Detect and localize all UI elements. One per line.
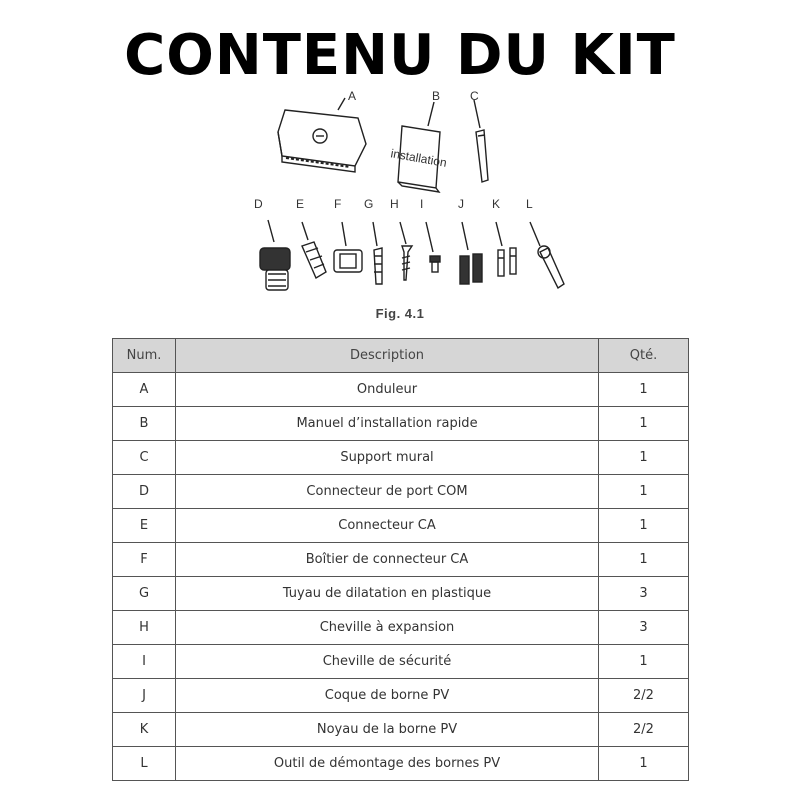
row-qty: 3 (599, 577, 689, 611)
kit-illustration (230, 88, 590, 298)
row-num: E (113, 509, 176, 543)
table-row (113, 679, 689, 713)
part-label-l: L (526, 197, 533, 211)
row-description: Cheville à expansion (176, 611, 599, 645)
kit-contents-table (112, 338, 689, 781)
expansion-screw-icon (402, 246, 412, 280)
header-num: Num. (113, 339, 176, 373)
header-description: Description (176, 339, 599, 373)
pv-terminal-core-icon (498, 248, 516, 276)
row-qty: 1 (599, 441, 689, 475)
row-description: Coque de borne PV (176, 679, 599, 713)
table-row (113, 747, 689, 781)
row-num: D (113, 475, 176, 509)
row-description: Support mural (176, 441, 599, 475)
part-label-j: J (458, 197, 464, 211)
part-label-g: G (364, 197, 374, 211)
part-label-c: C (470, 89, 479, 103)
table-row (113, 645, 689, 679)
part-label-b: B (432, 89, 441, 103)
table-row (113, 577, 689, 611)
table-row (113, 509, 689, 543)
row-qty: 3 (599, 611, 689, 645)
row-description: Connecteur CA (176, 509, 599, 543)
row-description: Noyau de la borne PV (176, 713, 599, 747)
kit-parts-drawing (230, 88, 590, 298)
figure-caption: Fig. 4.1 (375, 306, 425, 321)
row-description: Tuyau de dilatation en plastique (176, 577, 599, 611)
header-qty: Qté. (599, 339, 689, 373)
table-row (113, 373, 689, 407)
row-qty: 1 (599, 407, 689, 441)
part-label-d: D (254, 197, 263, 211)
part-label-h: H (390, 197, 399, 211)
row-description: Manuel d’installation rapide (176, 407, 599, 441)
row-num: B (113, 407, 176, 441)
wall-bracket-icon (476, 130, 488, 182)
row-description: Onduleur (176, 373, 599, 407)
table-row (113, 713, 689, 747)
row-num: A (113, 373, 176, 407)
page-title: CONTENU DU KIT (124, 23, 676, 88)
row-num: F (113, 543, 176, 577)
row-description: Boîtier de connecteur CA (176, 543, 599, 577)
row-num: G (113, 577, 176, 611)
table-row (113, 407, 689, 441)
row-num: C (113, 441, 176, 475)
row-qty: 1 (599, 373, 689, 407)
pv-terminal-shell-icon (460, 254, 482, 284)
row-qty: 2/2 (599, 713, 689, 747)
table-row (113, 543, 689, 577)
part-label-e: E (296, 197, 305, 211)
row-num: J (113, 679, 176, 713)
table-header-row (113, 339, 689, 373)
table-row (113, 441, 689, 475)
row-description: Connecteur de port COM (176, 475, 599, 509)
plastic-anchor-icon (374, 248, 382, 284)
safety-screw-icon (430, 256, 440, 272)
row-num: L (113, 747, 176, 781)
manual-cover-text: installation (389, 146, 448, 170)
row-qty: 1 (599, 475, 689, 509)
part-label-k: K (492, 197, 501, 211)
ac-housing-icon (334, 250, 362, 272)
row-qty: 2/2 (599, 679, 689, 713)
row-qty: 1 (599, 543, 689, 577)
row-description: Cheville de sécurité (176, 645, 599, 679)
part-label-i: I (420, 197, 424, 211)
com-connector-icon (260, 248, 290, 290)
ac-connector-icon (302, 242, 326, 278)
row-description: Outil de démontage des bornes PV (176, 747, 599, 781)
part-label-f: F (334, 197, 342, 211)
row-num: K (113, 713, 176, 747)
table-row (113, 611, 689, 645)
row-qty: 1 (599, 645, 689, 679)
part-label-a: A (348, 89, 357, 103)
row-num: H (113, 611, 176, 645)
removal-tool-icon (538, 246, 564, 288)
table-row (113, 475, 689, 509)
row-num: I (113, 645, 176, 679)
row-qty: 1 (599, 509, 689, 543)
row-qty: 1 (599, 747, 689, 781)
inverter-icon (278, 110, 366, 172)
